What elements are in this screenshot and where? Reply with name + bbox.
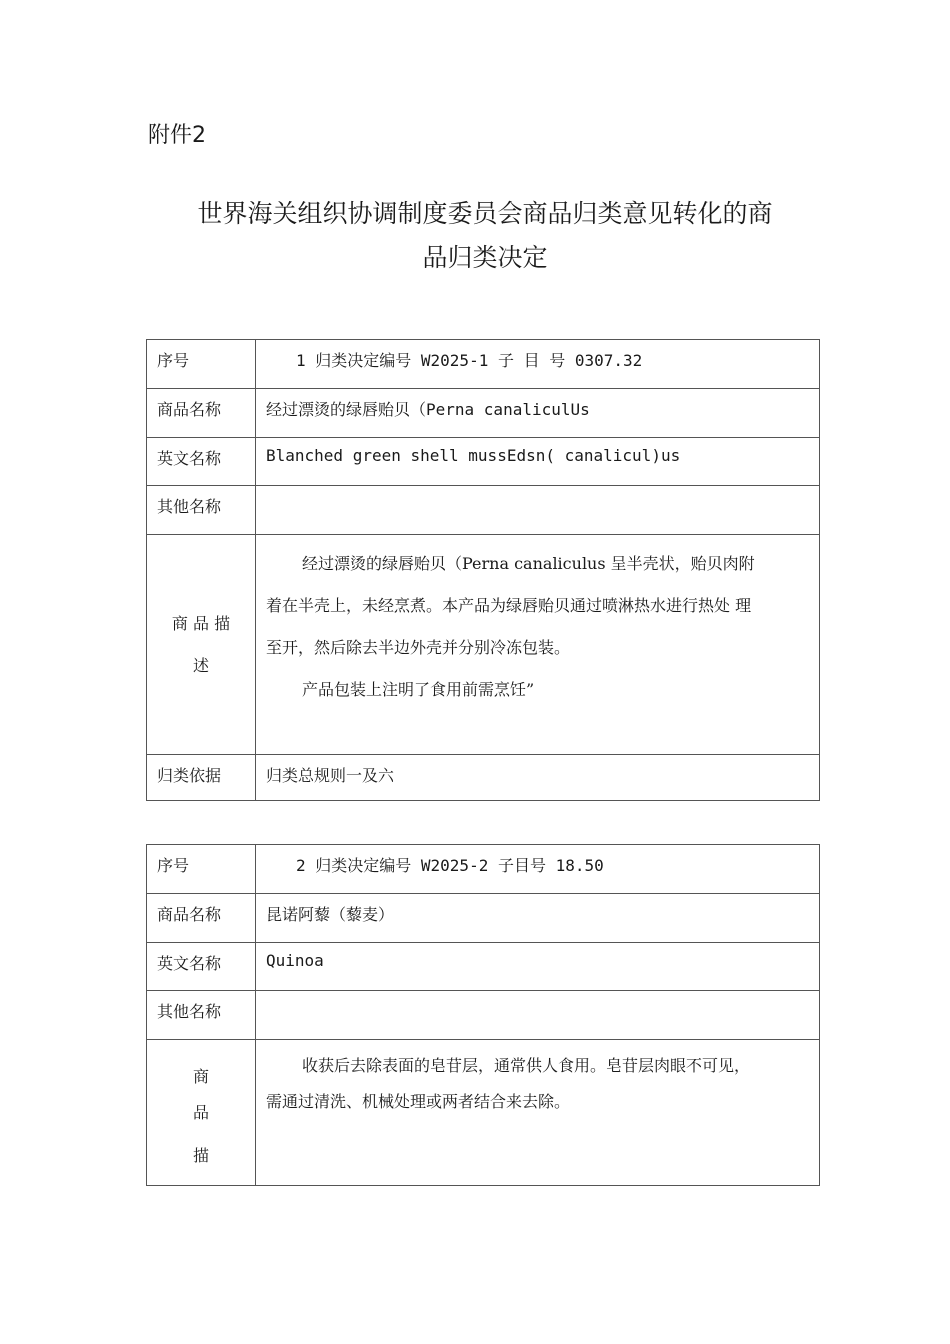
label-seq: 序号 — [147, 845, 256, 894]
value-desc — [256, 535, 820, 755]
row-other — [147, 486, 820, 535]
desc-line-3: 至开，然后除去半边外壳并分别冷冻包装。 — [266, 638, 571, 657]
attachment-label: 附件2 — [148, 123, 206, 148]
row-name — [147, 894, 820, 943]
label-desc — [147, 535, 256, 755]
classification-table-2 — [146, 844, 820, 1186]
label-desc-part1: 商 品 描 — [171, 613, 231, 633]
label-basis: 归类依据 — [147, 755, 256, 801]
label-desc-part2: 述 — [192, 655, 209, 675]
label-name: 商品名称 — [147, 894, 256, 943]
value-name: 经过漂烫的绿唇贻贝（Perna canaliculUs — [256, 389, 820, 438]
page-title-line-1: 世界海关组织协调制度委员会商品归类意见转化的商 — [197, 199, 773, 228]
desc-line-2: 需通过清洗、机械处理或两者结合来去除。 — [266, 1092, 571, 1111]
classification-table-1 — [146, 339, 820, 801]
value-seq: 2 归类决定编号 W2025-2 子目号 18.50 — [256, 845, 820, 894]
row-seq — [147, 845, 820, 894]
desc-line-1: 经过漂烫的绿唇贻贝（Perna canaliculus 呈半壳状，贻贝肉附 — [302, 554, 755, 573]
row-english — [147, 943, 820, 991]
value-name: 昆诺阿藜（藜麦） — [256, 894, 820, 943]
label-other: 其他名称 — [147, 991, 256, 1040]
label-seq: 序号 — [147, 340, 256, 389]
value-other — [256, 486, 820, 535]
value-english: Quinoa — [256, 943, 820, 991]
label-name: 商品名称 — [147, 389, 256, 438]
desc-line-1: 收获后去除表面的皂苷层，通常供人食用。皂苷层肉眼不可见， — [302, 1056, 751, 1075]
row-seq — [147, 340, 820, 389]
page-title-line-2: 品归类决定 — [422, 243, 548, 272]
row-name — [147, 389, 820, 438]
value-desc — [256, 1040, 820, 1186]
label-desc-char1: 商 — [192, 1066, 209, 1086]
value-english: Blanched green shell mussEdsn( canalicul)us — [256, 438, 820, 486]
label-english: 英文名称 — [147, 438, 256, 486]
label-desc-char2: 品 — [192, 1102, 209, 1122]
value-basis: 归类总规则一及六 — [256, 755, 820, 801]
value-other — [256, 991, 820, 1040]
row-basis — [147, 755, 820, 801]
row-desc — [147, 535, 820, 755]
label-english: 英文名称 — [147, 943, 256, 991]
row-desc — [147, 1040, 820, 1186]
row-other — [147, 991, 820, 1040]
label-desc-char3: 描 — [192, 1145, 209, 1165]
label-other: 其他名称 — [147, 486, 256, 535]
row-english — [147, 438, 820, 486]
label-desc — [147, 1040, 256, 1186]
desc-line-4: 产品包装上注明了食用前需烹饪” — [302, 680, 535, 699]
value-seq: 1 归类决定编号 W2025-1 子 目 号 0307.32 — [256, 340, 820, 389]
desc-line-2: 着在半壳上，未经烹煮。本产品为绿唇贻贝通过喷淋热水进行热处 理 — [266, 596, 752, 615]
